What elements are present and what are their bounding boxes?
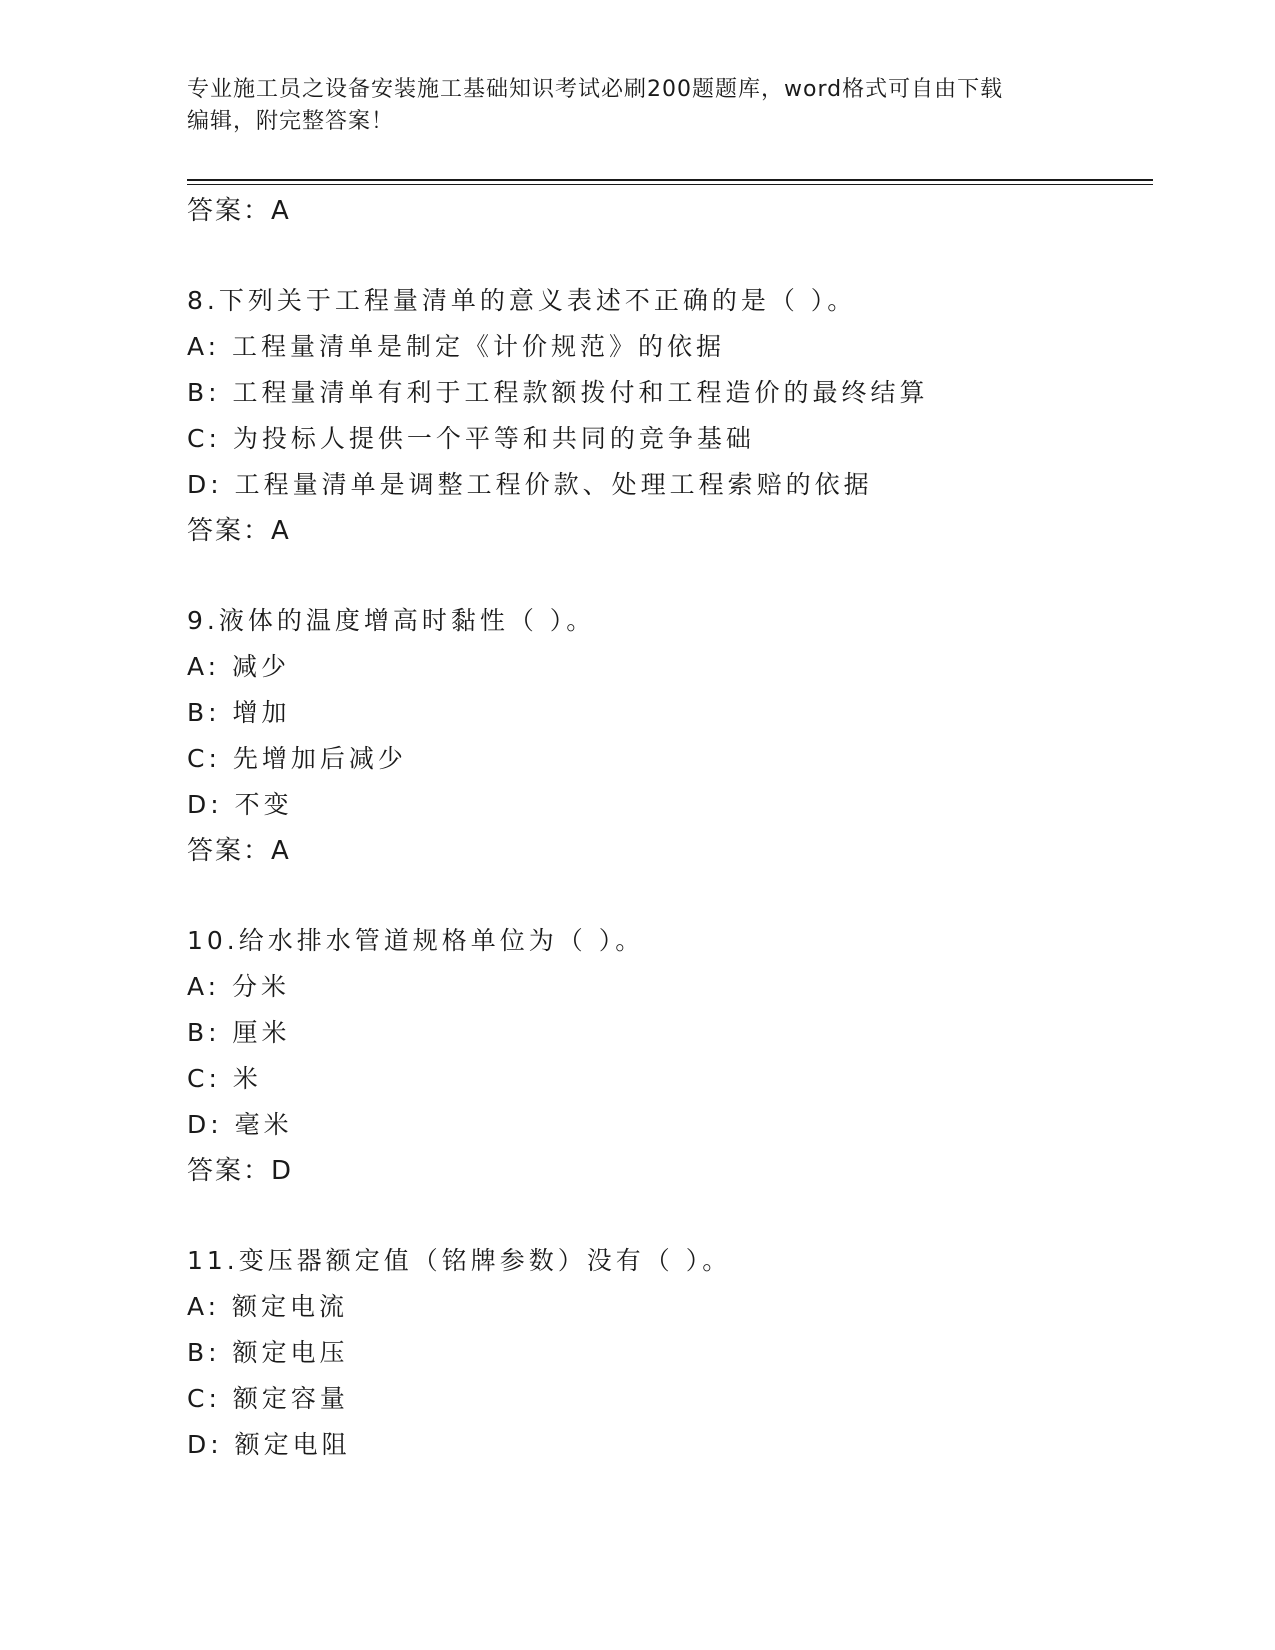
option-a: A: 工程量清单是制定《计价规范》的依据 <box>187 332 726 361</box>
question-9 <box>187 598 1153 874</box>
question-stem: 9.液体的温度增高时黏性（ ）。 <box>187 606 596 635</box>
option-a: A: 减少 <box>187 652 291 681</box>
option-c: C: 额定容量 <box>187 1384 349 1413</box>
question-stem: 8.下列关于工程量清单的意义表述不正确的是（ ）。 <box>187 286 857 315</box>
option-a: A: 分米 <box>187 972 291 1001</box>
option-b: B: 工程量清单有利于工程款额拨付和工程造价的最终结算 <box>187 378 929 407</box>
option-c: C: 米 <box>187 1064 262 1093</box>
answer-line: 答案：A <box>187 516 291 546</box>
question-10 <box>187 918 1153 1194</box>
answer-line: 答案：D <box>187 1156 294 1186</box>
header-line-1: 专业施工员之设备安装施工基础知识考试必刷200题题库，word格式可自由下载 <box>187 77 1004 102</box>
question-8 <box>187 278 1153 554</box>
answer-line: 答案：A <box>187 196 291 226</box>
option-c: C: 先增加后减少 <box>187 744 407 773</box>
document-header <box>187 74 1087 138</box>
option-b: B: 厘米 <box>187 1018 291 1047</box>
option-d: D: 毫米 <box>187 1110 293 1139</box>
question-11 <box>187 1238 1153 1468</box>
option-a: A: 额定电流 <box>187 1292 349 1321</box>
option-d: D: 不变 <box>187 790 293 819</box>
header-divider-thin <box>187 184 1153 185</box>
answer-line: 答案：A <box>187 836 291 866</box>
option-d: D: 额定电阻 <box>187 1430 351 1459</box>
question-list <box>187 188 1153 1468</box>
question-stem: 10.给水排水管道规格单位为（ ）。 <box>187 926 645 955</box>
option-b: B: 额定电压 <box>187 1338 349 1367</box>
header-divider-thick <box>187 179 1153 181</box>
option-d: D: 工程量清单是调整工程价款、处理工程索赔的依据 <box>187 470 873 499</box>
option-c: C: 为投标人提供一个平等和共同的竞争基础 <box>187 424 755 453</box>
question-stem: 11.变压器额定值（铭牌参数）没有（ ）。 <box>187 1246 732 1275</box>
option-b: B: 增加 <box>187 698 291 727</box>
header-line-2: 编辑，附完整答案！ <box>187 109 395 134</box>
